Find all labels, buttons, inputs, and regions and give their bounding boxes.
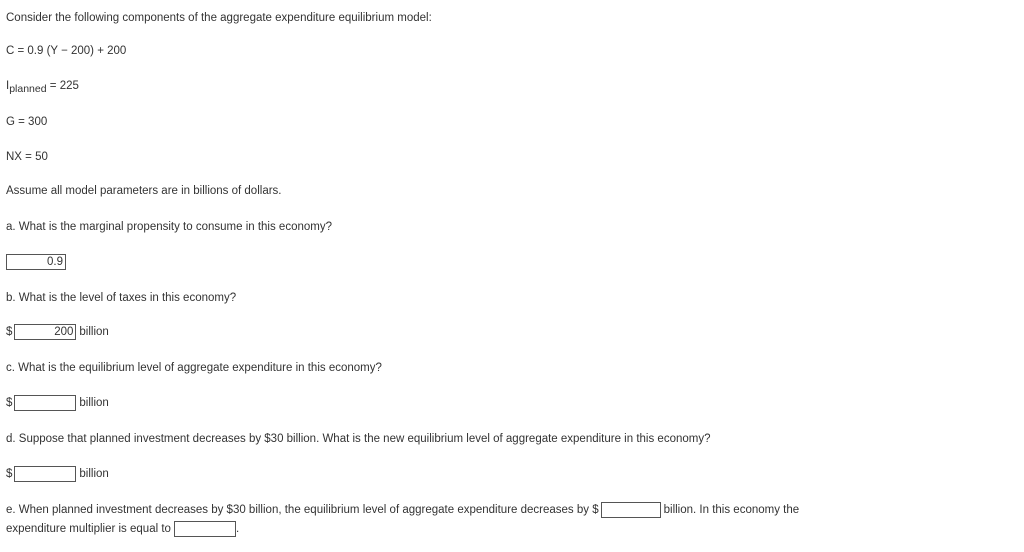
- multiplier-input[interactable]: [174, 521, 236, 537]
- unit-label: billion: [79, 326, 109, 338]
- equilibrium-expenditure-input[interactable]: [14, 395, 76, 411]
- question-c-prompt: c. What is the equilibrium level of aggregate expenditure in this economy?: [6, 362, 382, 374]
- question-a-prompt: a. What is the marginal propensity to consume in this economy?: [6, 221, 332, 233]
- investment-subscript: planned: [9, 83, 47, 95]
- consumption-equation: C = 0.9 (Y − 200) + 200: [6, 45, 127, 57]
- end-period: .: [235, 523, 240, 535]
- question-e-line1: [6, 502, 799, 518]
- question-c-answer-row: [6, 395, 109, 411]
- new-equilibrium-expenditure-input[interactable]: [14, 466, 76, 482]
- expenditure-decrease-input[interactable]: [601, 502, 661, 518]
- question-e-prompt-part2: billion. In this economy the: [663, 504, 800, 516]
- question-b-prompt: b. What is the level of taxes in this economy?: [6, 292, 237, 304]
- question-a-answer-row: [6, 254, 66, 270]
- dollar-sign: $: [6, 326, 13, 338]
- dollar-sign: $: [6, 468, 13, 480]
- investment-equation: [6, 79, 79, 93]
- mpc-answer-input[interactable]: [6, 254, 66, 270]
- question-e-line2: [6, 521, 239, 537]
- question-b-answer-row: [6, 324, 109, 340]
- question-d-prompt: d. Suppose that planned investment decreases by $30 billion. What is the new equilibrium level of aggregate expenditure in this economy?: [6, 433, 711, 445]
- net-exports-equation: NX = 50: [6, 151, 48, 163]
- intro-text: Consider the following components of the aggregate expenditure equilibrium model:: [6, 12, 432, 24]
- taxes-answer-input[interactable]: [14, 324, 76, 340]
- investment-value: = 225: [49, 80, 79, 92]
- investment-symbol: I: [6, 80, 10, 92]
- government-equation: G = 300: [6, 116, 48, 128]
- assumption-text: Assume all model parameters are in billions of dollars.: [6, 185, 282, 197]
- dollar-sign: $: [6, 397, 13, 409]
- unit-label: billion: [79, 397, 109, 409]
- question-d-answer-row: [6, 466, 109, 482]
- unit-label: billion: [79, 468, 109, 480]
- question-e-prompt-part3: expenditure multiplier is equal to: [6, 523, 171, 535]
- question-e-prompt-part1: e. When planned investment decreases by $30 billion, the equilibrium level of aggregate expenditure decreases by $: [6, 504, 599, 516]
